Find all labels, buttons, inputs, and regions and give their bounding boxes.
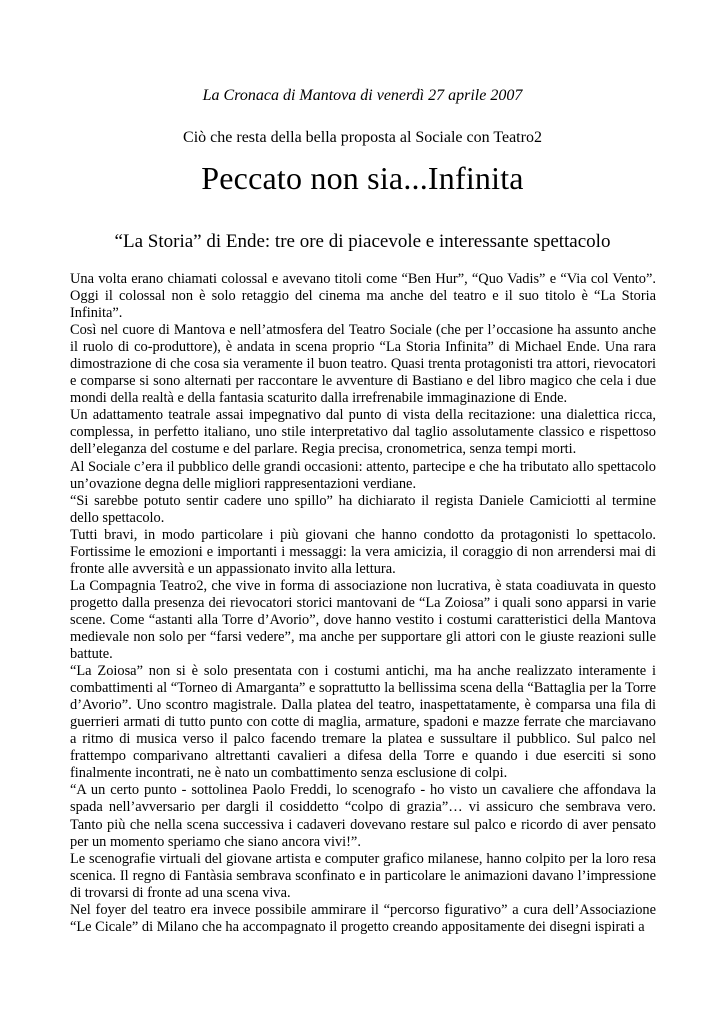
kicker: Ciò che resta della bella proposta al Sociale con Teatro2: [183, 129, 542, 146]
paragraph: Nel foyer del teatro era invece possibile ammirare il “percorso figurativo” a cura dell’Associazione “Le Cicale” di Milano che ha accompagnato il progetto creando appositamente dei disegni ispirati a: [70, 901, 656, 935]
headline: Peccato non sia...Infinita: [201, 160, 524, 196]
paragraph: Tutti bravi, in modo particolare i più giovani che hanno condotto da protagonisti lo spettacolo. Fortissime le emozioni e importanti i messaggi: la vera amicizia, il coraggio di non arrendersi mai di fronte alle avversità e un appassionato invito alla lettura.: [70, 526, 656, 577]
paragraph: Così nel cuore di Mantova e nell’atmosfera del Teatro Sociale (che per l’occasione ha assunto anche il ruolo di co-produttore), è andata in scena proprio “La Storia Infinita” di Michael Ende. Una rara dimostrazione di che cosa sia veramente il buon teatro. Quasi trenta protagonisti tra attori, rievocatori e comparse si sono alternati per raccontare le avventure di Bastiano e del libro magico che cela i due mondi della realtà e della fantasia scaturito dalla irrefrenabile immaginazione di Ende.: [70, 322, 656, 407]
paragraph: Le scenografie virtuali del giovane artista e computer grafico milanese, hanno colpito per la loro resa scenica. Il regno di Fantàsia sembrava sconfinato e in particolare le animazioni davano l’impressione di trovarsi di fronte ad una scena viva.: [70, 850, 656, 901]
paragraph: Un adattamento teatrale assai impegnativo dal punto di vista della recitazione: una dialettica ricca, complessa, in perfetto italiano, uno stile interpretativo dal taglio assolutamente classico e rispettoso dell’eleganza del costume e del parlare. Regia precisa, cronometrica, senza tempi morti.: [70, 407, 656, 458]
paragraph: “A un certo punto - sottolinea Paolo Freddi, lo scenografo - ho visto un cavaliere che affondava la spada nell’avversario per dargli il cosiddetto “colpo di grazia”… vi assicuro che sembrava vero. Tanto più che nella scena successiva i cadaveri dovevano restare sul palco e ricordo di aver pensato per un momento speriamo che siano ancora vivi!”.: [70, 782, 656, 850]
paragraph: Una volta erano chiamati colossal e avevano titoli come “Ben Hur”, “Quo Vadis” e “Via col Vento”. Oggi il colossal non è solo retaggio del cinema ma anche del teatro e il suo titolo è “La Storia Infinita”.: [70, 271, 656, 322]
paragraph: “Si sarebbe potuto sentir cadere uno spillo” ha dichiarato il regista Daniele Camiciotti al termine dello spettacolo.: [70, 492, 656, 526]
paragraph: Al Sociale c’era il pubblico delle grandi occasioni: attento, partecipe e che ha tributato allo spettacolo un’ovazione degna delle migliori rappresentazioni verdiane.: [70, 458, 656, 492]
paragraph: “La Zoiosa” non si è solo presentata con i costumi antichi, ma ha anche realizzato interamente i combattimenti al “Torneo di Amarganta” e soprattutto la bellissima scena della “Battaglia per la Torre d’Avorio”. Uno scontro magistrale. Dalla platea del teatro, inaspettatamente, è comparsa una fila di guerrieri armati di tutto punto con cotte di maglia, armature, spadoni e mazze ferrate che marciavano a ritmo di musica verso il palco facendo tremare la platea e sussultare il pubblico. Sul palco nel frattempo comparivano altrettanti cavalieri a difesa della Torre e quando i due eserciti si sono finalmente incontrati, ne è nato un combattimento senza esclusione di colpi.: [70, 663, 656, 782]
paragraph: La Compagnia Teatro2, che vive in forma di associazione non lucrativa, è stata coadiuvata in questo progetto dalla presenza dei rievocatori storici mantovani de “La Zoiosa” i quali sono apparsi in varie scene. Come “astanti alla Torre d’Avorio”, dove hanno vestito i costumi caratteristici della Mantova medievale non solo per “farsi vedere”, ma anche per supportare gli attori con le giuste reazioni sulle battute.: [70, 577, 656, 663]
dateline: La Cronaca di Mantova di venerdì 27 aprile 2007: [202, 87, 523, 104]
subheadline: “La Storia” di Ende: tre ore di piacevole e interessante spettacolo: [114, 231, 611, 252]
article-body: [70, 271, 656, 936]
